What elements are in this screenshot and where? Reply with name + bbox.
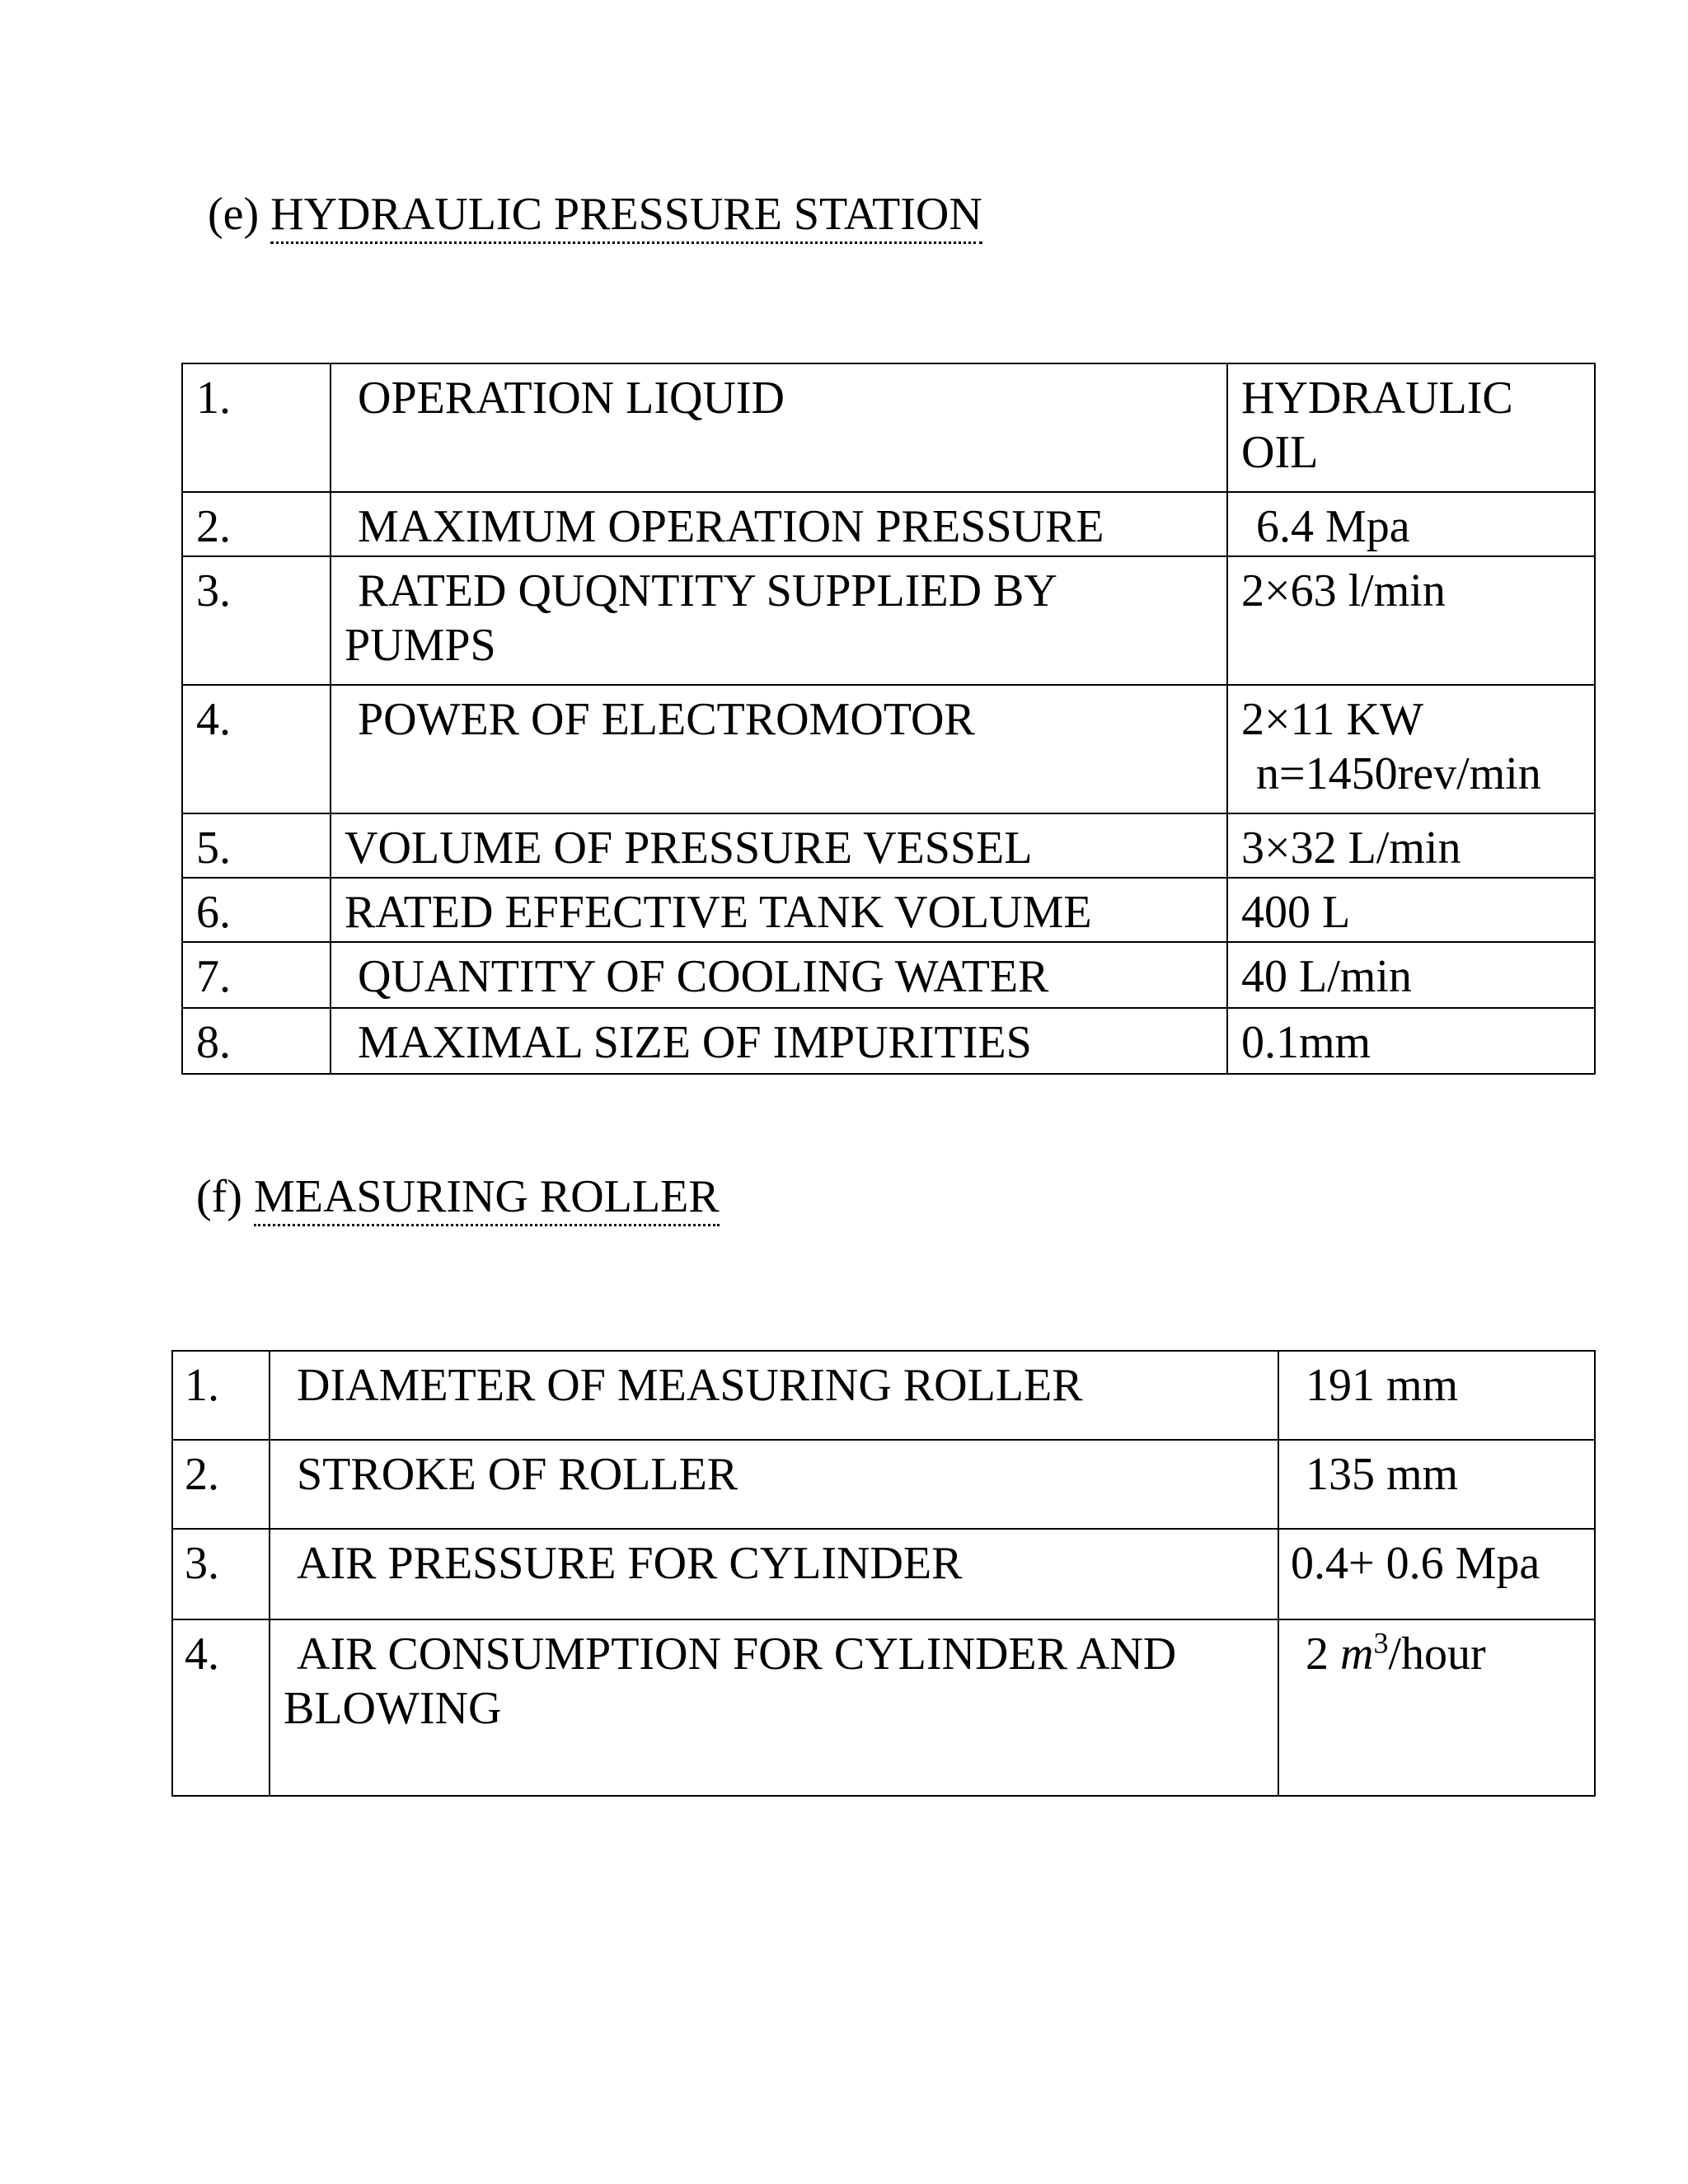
row-label: VOLUME OF PRESSURE VESSEL xyxy=(331,813,1227,878)
section-f-prefix: (f) xyxy=(196,1171,242,1222)
label-line-1: AIR CONSUMPTION FOR CYLINDER AND xyxy=(297,1629,1177,1680)
row-label xyxy=(270,1619,1278,1796)
value-line-1: 2×11 KW xyxy=(1241,694,1423,745)
roller-spec-table xyxy=(171,1350,1596,1797)
row-value: 3×32 L/min xyxy=(1227,813,1595,878)
row-label xyxy=(331,556,1227,685)
row-label xyxy=(331,942,1227,1008)
table-row xyxy=(172,1440,1595,1529)
section-f-title: MEASURING ROLLER xyxy=(254,1171,720,1226)
value-number: 2 xyxy=(1306,1629,1329,1680)
row-number: 7. xyxy=(182,942,331,1008)
row-value xyxy=(1278,1351,1595,1440)
row-label xyxy=(270,1351,1278,1440)
row-value xyxy=(1227,492,1595,556)
label-line-1: RATED QUQNTITY SUPPLIED BY xyxy=(358,565,1057,616)
table-row xyxy=(182,813,1595,878)
table-row xyxy=(172,1619,1595,1796)
label-text: AIR PRESSURE FOR CYLINDER xyxy=(297,1538,963,1589)
label-text: QUANTITY OF COOLING WATER xyxy=(358,951,1049,1002)
row-number: 2. xyxy=(182,492,331,556)
value-text: 135 mm xyxy=(1306,1449,1459,1500)
label-text: POWER OF ELECTROMOTOR xyxy=(358,694,975,745)
unit-exponent: 3 xyxy=(1373,1626,1389,1660)
label-text: OPERATION LIQUID xyxy=(358,373,785,424)
unit-rest: /hour xyxy=(1388,1629,1486,1680)
label-line-2: PUMPS xyxy=(345,620,496,671)
value-line-2: n=1450rev/min xyxy=(1256,748,1541,799)
section-e-heading xyxy=(208,188,982,241)
row-value: 400 L xyxy=(1227,878,1595,942)
value-line-2: OIL xyxy=(1241,427,1319,478)
row-label xyxy=(270,1529,1278,1619)
row-value: 2×63 l/min xyxy=(1227,556,1595,685)
row-label: RATED EFFECTIVE TANK VOLUME xyxy=(331,878,1227,942)
table-row xyxy=(182,492,1595,556)
unit-base: m xyxy=(1340,1629,1374,1680)
section-e-prefix: (e) xyxy=(208,189,260,240)
row-number: 3. xyxy=(182,556,331,685)
row-number: 2. xyxy=(172,1440,270,1529)
table-row xyxy=(182,878,1595,942)
row-value xyxy=(1227,363,1595,492)
row-number: 6. xyxy=(182,878,331,942)
section-f-heading xyxy=(196,1170,720,1223)
row-label xyxy=(331,1008,1227,1074)
row-number: 4. xyxy=(172,1619,270,1796)
table-row xyxy=(182,942,1595,1008)
label-line-2: BLOWING xyxy=(284,1683,502,1734)
label-text: DIAMETER OF MEASURING ROLLER xyxy=(297,1360,1083,1411)
row-value xyxy=(1227,685,1595,813)
hydraulic-spec-table xyxy=(181,363,1596,1075)
row-number: 3. xyxy=(172,1529,270,1619)
row-value xyxy=(1278,1440,1595,1529)
row-value: 0.4+ 0.6 Mpa xyxy=(1278,1529,1595,1619)
row-label xyxy=(270,1440,1278,1529)
label-text: MAXIMAL SIZE OF IMPURITIES xyxy=(358,1017,1032,1068)
row-value: 40 L/min xyxy=(1227,942,1595,1008)
value-text: 191 mm xyxy=(1306,1360,1459,1411)
row-value xyxy=(1278,1619,1595,1796)
label-text: MAXIMUM OPERATION PRESSURE xyxy=(358,501,1104,552)
row-number: 8. xyxy=(182,1008,331,1074)
row-number: 1. xyxy=(182,363,331,492)
label-text: STROKE OF ROLLER xyxy=(297,1449,738,1500)
row-label xyxy=(331,685,1227,813)
row-value: 0.1mm xyxy=(1227,1008,1595,1074)
value-line-1: HYDRAULIC xyxy=(1241,373,1513,424)
table-row xyxy=(182,685,1595,813)
table-row xyxy=(182,556,1595,685)
table-row xyxy=(182,1008,1595,1074)
row-label xyxy=(331,492,1227,556)
section-e-title: HYDRAULIC PRESSURE STATION xyxy=(270,189,982,244)
row-number: 1. xyxy=(172,1351,270,1440)
row-number: 4. xyxy=(182,685,331,813)
table-row xyxy=(172,1351,1595,1440)
row-label xyxy=(331,363,1227,492)
row-number: 5. xyxy=(182,813,331,878)
table-row xyxy=(182,363,1595,492)
table-row xyxy=(172,1529,1595,1619)
value-text: 6.4 Mpa xyxy=(1256,501,1410,552)
